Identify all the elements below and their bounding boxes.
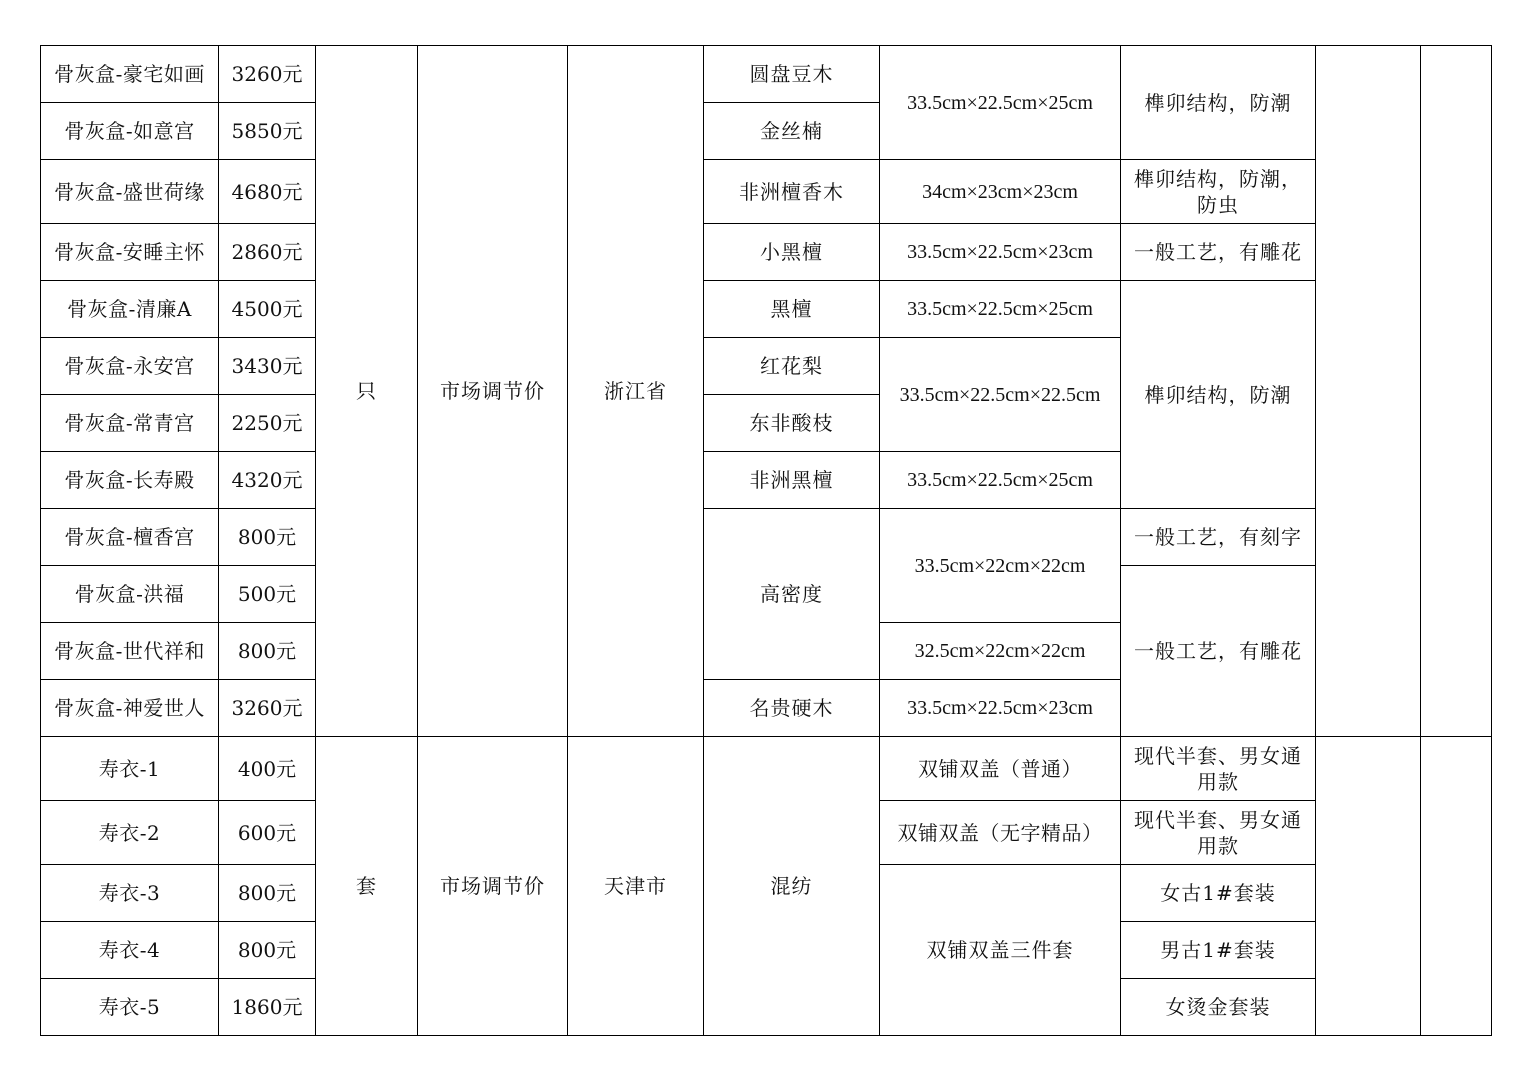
product-price: 2250元 [219,395,316,452]
empty-cell [1421,737,1492,1036]
spec-cell: 双铺双盖（普通） [880,737,1121,801]
feature-cell: 女古1#套装 [1121,865,1316,922]
feature-cell: 男古1#套装 [1121,922,1316,979]
feature-cell: 现代半套、男女通用款 [1121,801,1316,865]
table-row [41,509,1492,566]
material-cell: 小黑檀 [704,224,880,281]
product-price: 2860元 [219,224,316,281]
unit-cell: 套 [316,737,418,1036]
product-name: 寿衣-4 [41,922,219,979]
spec-cell: 双铺双盖三件套 [880,865,1121,1036]
feature-cell: 榫卯结构，防潮 [1121,281,1316,509]
product-price: 3430元 [219,338,316,395]
price-type-cell: 市场调节价 [418,737,568,1036]
product-price: 4500元 [219,281,316,338]
size-cell: 32.5cm×22cm×22cm [880,623,1121,680]
material-cell: 圆盘豆木 [704,46,880,103]
region-cell: 浙江省 [568,46,704,737]
product-name: 骨灰盒-长寿殿 [41,452,219,509]
product-name: 寿衣-5 [41,979,219,1036]
size-cell: 33.5cm×22.5cm×25cm [880,281,1121,338]
empty-cell [1316,737,1421,1036]
product-price: 600元 [219,801,316,865]
material-cell: 红花梨 [704,338,880,395]
product-name: 骨灰盒-洪福 [41,566,219,623]
table-row [41,224,1492,281]
product-name: 骨灰盒-檀香宫 [41,509,219,566]
spec-cell: 双铺双盖（无字精品） [880,801,1121,865]
feature-cell: 一般工艺，有雕花 [1121,224,1316,281]
product-price: 4320元 [219,452,316,509]
empty-cell [1421,46,1492,737]
size-cell: 33.5cm×22cm×22cm [880,509,1121,623]
empty-cell [1316,46,1421,737]
unit-cell: 只 [316,46,418,737]
product-name: 寿衣-1 [41,737,219,801]
product-name: 寿衣-3 [41,865,219,922]
material-cell: 金丝楠 [704,103,880,160]
price-type-cell: 市场调节价 [418,46,568,737]
feature-cell: 榫卯结构，防潮，防虫 [1121,160,1316,224]
product-price: 800元 [219,865,316,922]
product-price: 4680元 [219,160,316,224]
size-cell: 33.5cm×22.5cm×23cm [880,680,1121,737]
table-row [41,46,1492,103]
product-price: 3260元 [219,680,316,737]
material-cell: 非洲檀香木 [704,160,880,224]
product-name: 骨灰盒-安睡主怀 [41,224,219,281]
material-cell: 高密度 [704,509,880,680]
table-row [41,281,1492,338]
size-cell: 33.5cm×22.5cm×23cm [880,224,1121,281]
product-name: 寿衣-2 [41,801,219,865]
product-name: 骨灰盒-如意宫 [41,103,219,160]
table-row [41,737,1492,801]
feature-cell: 一般工艺，有刻字 [1121,509,1316,566]
product-price: 800元 [219,623,316,680]
product-name: 骨灰盒-世代祥和 [41,623,219,680]
table-row [41,160,1492,224]
product-price: 800元 [219,922,316,979]
product-price: 3260元 [219,46,316,103]
size-cell: 33.5cm×22.5cm×25cm [880,452,1121,509]
feature-cell: 榫卯结构，防潮 [1121,46,1316,160]
price-table [40,45,1492,1036]
material-cell: 非洲黑檀 [704,452,880,509]
material-cell: 名贵硬木 [704,680,880,737]
product-price: 500元 [219,566,316,623]
product-name: 骨灰盒-清廉A [41,281,219,338]
feature-cell: 女烫金套装 [1121,979,1316,1036]
product-name: 骨灰盒-盛世荷缘 [41,160,219,224]
product-name: 骨灰盒-豪宅如画 [41,46,219,103]
product-price: 5850元 [219,103,316,160]
material-cell: 混纺 [704,737,880,1036]
size-cell: 34cm×23cm×23cm [880,160,1121,224]
size-cell: 33.5cm×22.5cm×22.5cm [880,338,1121,452]
product-price: 1860元 [219,979,316,1036]
product-price: 400元 [219,737,316,801]
product-name: 骨灰盒-永安宫 [41,338,219,395]
feature-cell: 现代半套、男女通用款 [1121,737,1316,801]
material-cell: 黑檀 [704,281,880,338]
material-cell: 东非酸枝 [704,395,880,452]
region-cell: 天津市 [568,737,704,1036]
feature-cell: 一般工艺，有雕花 [1121,566,1316,737]
product-name: 骨灰盒-常青宫 [41,395,219,452]
product-price: 800元 [219,509,316,566]
product-name: 骨灰盒-神爱世人 [41,680,219,737]
size-cell: 33.5cm×22.5cm×25cm [880,46,1121,160]
